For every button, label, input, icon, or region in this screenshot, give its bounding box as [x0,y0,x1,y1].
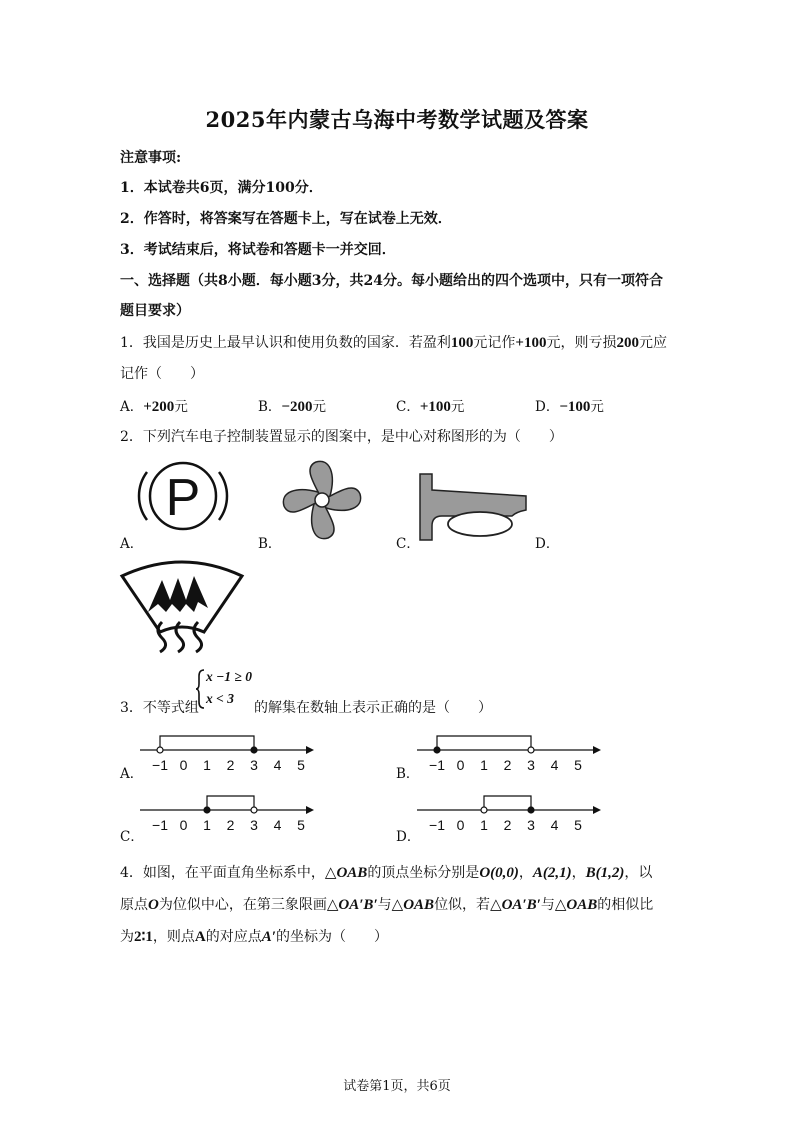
notes-heading: 注意事项: [120,150,182,166]
number-line-c [140,786,320,838]
tick-label: 1 [480,757,488,773]
q2-option-d[interactable]: D． [535,536,560,552]
question-3-prefix: 3．不等式组 [120,700,199,716]
tick-label: 3 [250,757,258,773]
q1-text: 1．我国是历史上最早认识和使用负数的国家．若盈利 [120,335,451,351]
page-footer: 试卷第1页，共6页 [343,1079,451,1094]
solution-bracket [207,796,254,810]
tick-label: 5 [574,757,582,773]
tick-label: 1 [203,817,211,833]
axis-arrow [306,806,314,814]
question-4-line-2: 原点O为位似中心，在第三象限画△OA′B′与△OAB位似，若△OA′B′与△OAB的相似比 [120,897,654,913]
tick-label: 2 [226,757,235,773]
q1-option-c[interactable]: C．+100元 [396,399,465,415]
closed-endpoint [251,747,257,753]
closed-endpoint [528,807,534,813]
open-endpoint [481,807,487,813]
tick-label: 3 [527,817,535,833]
note-item: 2．作答时，将答案写在答题卡上，写在试卷上无效． [120,211,452,227]
q3-option-a[interactable]: A． [120,766,144,782]
svg-text:P: P [165,469,201,527]
tick-label: 3 [527,757,535,773]
tick-label: −1 [429,757,445,773]
q1-text: 元，则亏损 [546,335,617,351]
tick-label: 4 [550,757,559,773]
q3-option-b[interactable]: B． [396,766,420,782]
tick-label: 1 [203,757,211,773]
solution-bracket [160,736,254,750]
tick-label: 5 [574,817,582,833]
tick-label: 0 [179,757,188,773]
inequality-1: x −1 ≥ 0 [206,669,252,684]
section-heading: 一、选择题（共8小题．每小题3分，共24分。每小题给出的四个选项中，只有一项符合 [120,273,663,289]
tick-label: −1 [152,817,168,833]
windshield-defrost-icon [118,560,248,652]
closed-endpoint [434,747,440,753]
q1-text: 元应 [638,335,667,351]
section-heading-cont: 题目要求） [120,303,190,319]
question-3-suffix: 的解集在数轴上表示正确的是（ ） [254,700,492,716]
tick-label: 4 [273,757,282,773]
tick-label: 0 [456,757,465,773]
tick-label: 2 [226,817,235,833]
q1-option-d[interactable]: D．−100元 [535,399,604,415]
q2-option-a[interactable]: A． [120,536,144,552]
q1-option-a[interactable]: A．+200元 [120,399,188,415]
open-endpoint [157,747,163,753]
tick-label: 3 [250,817,258,833]
q1-text: 元记作 [473,335,516,351]
q2-option-b[interactable]: B． [258,536,282,552]
tick-label: −1 [152,757,168,773]
parking-brake-icon [135,458,235,536]
q3-option-c[interactable]: C． [120,829,144,845]
solution-bracket [484,796,531,810]
tick-label: 4 [273,817,282,833]
question-2-stem: 2．下列汽车电子控制装置显示的图案中，是中心对称图形的为（ ） [120,429,563,445]
system-brace [196,668,206,710]
axis-arrow [593,806,601,814]
tick-label: 5 [297,757,305,773]
tick-label: 0 [179,817,188,833]
question-4-line-1: 4．如图，在平面直角坐标系中，△OAB的顶点坐标分别是O(0,0)，A(2,1)，B(1,2)，以 [120,865,653,881]
number-line-b [417,726,607,778]
note-item: 1．本试卷共6页，满分100分． [120,180,323,196]
number-line-a [140,726,320,778]
open-endpoint [528,747,534,753]
q1-value: 200 [616,335,639,351]
inequality-2: x < 3 [206,691,234,706]
question-4-line-3: 为2∶1，则点A的对应点A′的坐标为（ ） [120,929,388,945]
question-1-stem-cont: 记作（ ） [120,366,204,382]
horn-icon [416,470,532,544]
tick-label: 4 [550,817,559,833]
tick-label: −1 [429,817,445,833]
tick-label: 5 [297,817,305,833]
tick-label: 2 [503,817,512,833]
solution-bracket [437,736,531,750]
axis-arrow [593,746,601,754]
page-title: 2025年内蒙古乌海中考数学试题及答案 [205,107,589,132]
open-endpoint [251,807,257,813]
q2-option-c[interactable]: C． [396,536,420,552]
question-1-stem [120,332,667,352]
tick-label: 2 [503,757,512,773]
tick-label: 1 [480,817,488,833]
note-item: 3．考试结束后，将试卷和答题卡一并交回． [120,242,396,258]
q1-option-b[interactable]: B．−200元 [258,399,326,415]
q1-value: 100 [450,335,474,351]
fan-icon [278,458,368,544]
axis-arrow [306,746,314,754]
tick-label: 0 [456,817,465,833]
number-line-d [417,786,607,838]
q1-value: +100 [515,335,547,351]
closed-endpoint [204,807,210,813]
q3-option-d[interactable]: D． [396,829,421,845]
